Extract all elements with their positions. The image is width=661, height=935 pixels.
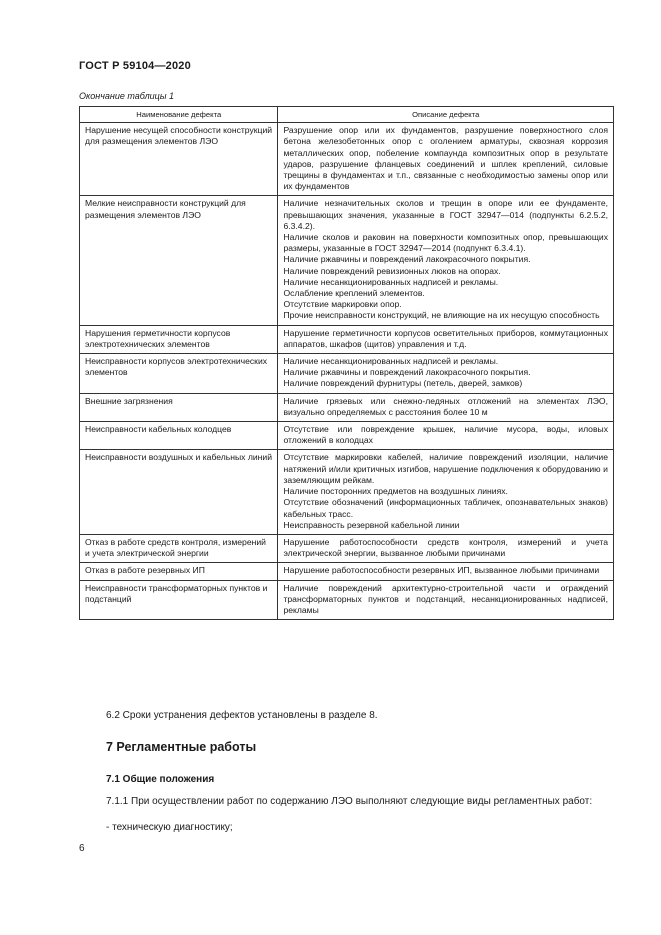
description-line: Нарушение работоспособности резервных ИП, вызванное любыми причинами	[283, 565, 600, 576]
description-line: Наличие сколов и раковин на поверхности композитных опор, превышающих размеры, указанные в ГОСТ 32947—2014 (подпункт 6.3.4.1).	[283, 232, 608, 254]
table-row	[80, 534, 614, 562]
defect-description-cell	[278, 196, 614, 325]
defect-name-cell: Неисправности воздушных и кабельных линий	[80, 450, 278, 534]
defect-description-cell	[278, 580, 614, 620]
description-line: Отсутствие маркировки кабелей, наличие повреждений изоляции, наличие натяжений и/или критичных изгибов, нарушение подключения к оборудованию и заземляющим рейкам.	[283, 452, 608, 485]
description-line: Наличие грязевых или снежно-ледяных отложений на элементах ЛЭО, визуально определяемых с расстояния более 10 м	[283, 395, 608, 417]
description-line: Нарушение герметичности корпусов осветительных приборов, коммутационных аппаратов, шкафов (щитов) управления и т.д.	[283, 327, 608, 349]
defect-name-cell: Отказ в работе резервных ИП	[80, 563, 278, 580]
defect-description-cell	[278, 325, 614, 353]
column-header-defect-description: Описание дефекта	[278, 107, 614, 123]
defect-description-cell	[278, 354, 614, 394]
table-row	[80, 422, 614, 450]
defect-name-cell: Нарушения герметичности корпусов электротехнических элементов	[80, 325, 278, 353]
description-line: Прочие неисправности конструкций, не влияющие на их несущую способность	[283, 310, 600, 321]
defect-description-cell	[278, 123, 614, 196]
subsection-heading-7-1: 7.1 Общие положения	[106, 774, 215, 785]
description-line: Наличие повреждений архитектурно-строительной части и ограждений трансформаторных пунктов и подстанций, несанкционированных надписей, рекламы	[283, 582, 608, 615]
table-row	[80, 450, 614, 534]
description-line: Наличие посторонних предметов на воздушных линиях.	[283, 486, 508, 497]
description-line: Наличие повреждений ревизионных люков на опорах.	[283, 265, 501, 276]
defect-name-cell: Неисправности корпусов электротехнических элементов	[80, 354, 278, 394]
description-line: Нарушение работоспособности средств контроля, измерений и учета электрической энергии, вызванное любыми причинами	[283, 536, 608, 559]
table-header-row	[80, 107, 614, 123]
description-line: Наличие повреждений фурнитуры (петель, дверей, замков)	[283, 378, 523, 389]
defect-description-cell	[278, 534, 614, 562]
table-body	[80, 123, 614, 620]
description-line: Наличие несанкционированных надписей и рекламы.	[283, 356, 499, 367]
description-line: Наличие незначительных сколов и трещин в опоре или ее фундаменте, превышающих значения, указанные в ГОСТ 32947—014 (подпункты 6.2.5.2, 6.3.4.2).	[283, 198, 608, 231]
paragraph-7-1-1: 7.1.1 При осуществлении работ по содержанию ЛЭО выполняют следующие виды регламентных работ:	[106, 796, 593, 807]
description-line: Наличие ржавчины и повреждений лакокрасочного покрытия.	[283, 367, 531, 378]
paragraph-6-2: 6.2 Сроки устранения дефектов установлены в разделе 8.	[106, 710, 378, 721]
defect-name-cell: Внешние загрязнения	[80, 393, 278, 421]
description-line: Отсутствие обозначений (информационных табличек, опознавательных знаков) кабельных трасс.	[283, 497, 608, 519]
table-row	[80, 196, 614, 325]
table-row	[80, 563, 614, 580]
defect-description-cell	[278, 450, 614, 534]
page-number: 6	[79, 843, 85, 854]
defect-description-cell	[278, 393, 614, 421]
description-line: Разрушение опор или их фундаментов, разрушение поверхностного слоя бетона железобетонных опор с оголением арматуры, сквозная коррозия металлических опор, побеление компаунда композитных опор в результате ударов, разрушение фланцевых соединений и шплек креплений, силовые трещины в фундаментах и т.п., связанные с необходимостью замены опор или их фундаментов	[283, 125, 608, 192]
defect-name-cell: Нарушение несущей способности конструкций для размещения элементов ЛЭО	[80, 123, 278, 196]
defect-name-cell: Неисправности кабельных колодцев	[80, 422, 278, 450]
table-row	[80, 123, 614, 196]
description-line: Отсутствие или повреждение крышек, наличие мусора, воды, иловых отложений в колодцах	[283, 424, 608, 446]
table-row	[80, 354, 614, 394]
description-line: Неисправность резервной кабельной линии	[283, 519, 460, 530]
section-heading-7: 7 Регламентные работы	[106, 740, 257, 754]
table-row	[80, 325, 614, 353]
defects-table	[79, 106, 614, 620]
defect-description-cell	[278, 563, 614, 580]
defect-name-cell: Мелкие неисправности конструкций для размещения элементов ЛЭО	[80, 196, 278, 325]
defect-description-cell	[278, 422, 614, 450]
description-line: Наличие несанкционированных надписей и рекламы.	[283, 276, 499, 287]
description-line: Ослабление креплений элементов.	[283, 288, 425, 299]
document-code: ГОСТ Р 59104—2020	[79, 60, 191, 72]
column-header-defect-name: Наименование дефекта	[80, 107, 278, 123]
description-line: Отсутствие маркировки опор.	[283, 299, 402, 310]
defect-name-cell: Отказ в работе средств контроля, измерений и учета электрической энергии	[80, 534, 278, 562]
table-caption: Окончание таблицы 1	[79, 91, 174, 101]
defect-name-cell: Неисправности трансформаторных пунктов и подстанций	[80, 580, 278, 620]
table-row	[80, 393, 614, 421]
list-item: - техническую диагностику;	[106, 822, 233, 833]
description-line: Наличие ржавчины и повреждений лакокрасочного покрытия.	[283, 254, 531, 265]
table-row	[80, 580, 614, 620]
